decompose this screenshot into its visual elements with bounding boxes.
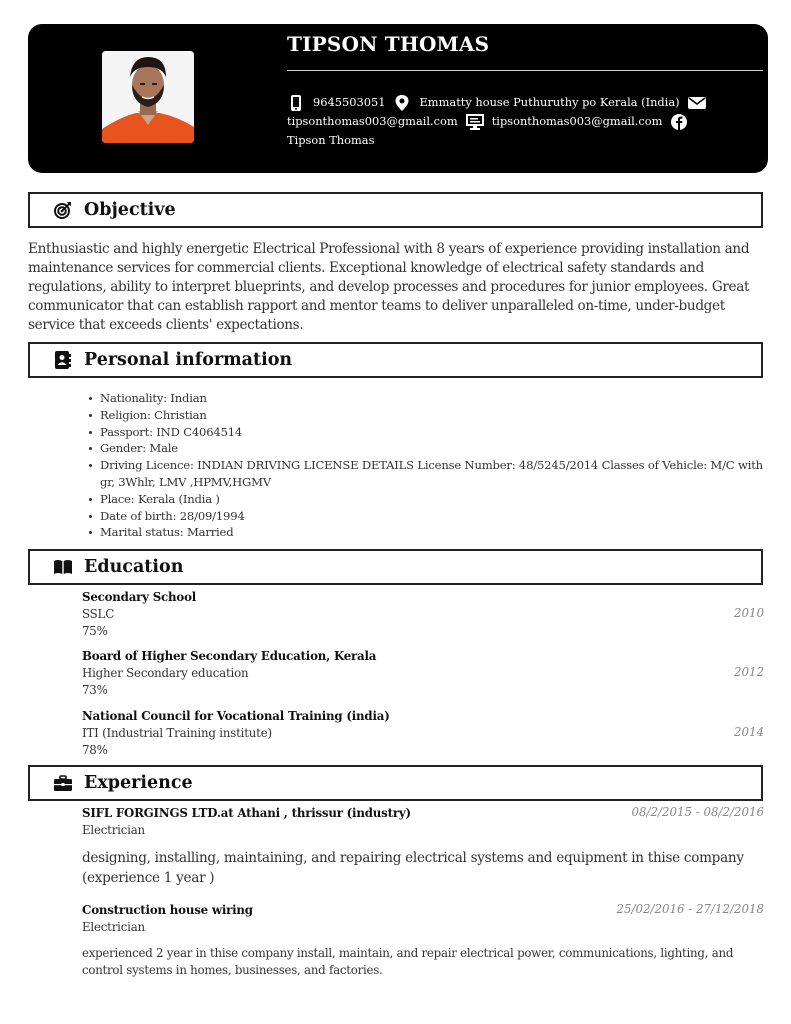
list-item-gender: Gender: Male <box>86 440 766 457</box>
degree-name: Higher Secondary education <box>82 666 249 680</box>
list-item-marital-status: Marital status: Married <box>86 524 766 541</box>
employment-dates: 25/02/2016 - 27/12/2018 <box>616 902 764 916</box>
score: 73% <box>82 683 108 697</box>
list-item-driving-licence: Driving Licence: INDIAN DRIVING LICENSE DETAILS License Number: 48/5245/2014 Classes of Vehicle: M/C with gr, 3Whlr, LMV ,HPMV,HGMV <box>86 457 766 491</box>
section-header-objective <box>28 192 763 228</box>
institution-name: National Council for Vocational Training (india) <box>82 709 390 723</box>
experience-entry <box>82 805 764 888</box>
education-entry <box>82 708 764 759</box>
score: 78% <box>82 743 108 757</box>
job-role: Electrician <box>82 920 145 934</box>
list-item-place: Place: Kerala (India ) <box>86 491 766 508</box>
degree-name: ITI (Industrial Training institute) <box>82 726 272 740</box>
profile-photo <box>102 51 194 143</box>
education-entry <box>82 589 764 640</box>
bullseye-target-icon <box>54 201 72 219</box>
desktop-icon <box>466 114 484 130</box>
contact-info <box>287 93 767 150</box>
briefcase-icon <box>54 774 72 792</box>
address-text: Emmatty house Puthuruthy po Kerala (India) <box>419 95 680 109</box>
section-title: Education <box>84 557 184 577</box>
book-icon <box>54 558 72 576</box>
profile-photo-image <box>102 51 194 143</box>
address-book-icon <box>54 351 72 369</box>
personal-info-list <box>86 390 766 541</box>
section-header-experience <box>28 765 763 801</box>
candidate-name: TIPSON THOMAS <box>287 32 490 56</box>
section-title: Objective <box>84 200 176 220</box>
section-header-education <box>28 549 763 585</box>
mobile-phone-icon <box>287 95 305 111</box>
job-description: experienced 2 year in thise company install, maintain, and repair electrical power, communications, lighting, and control systems in homes, businesses, and factories. <box>82 946 734 977</box>
list-item-religion: Religion: Christian <box>86 407 766 424</box>
job-role: Electrician <box>82 823 145 837</box>
list-item-date-of-birth: Date of birth: 28/09/1994 <box>86 508 766 525</box>
phone-number[interactable]: 9645503051 <box>313 95 386 109</box>
education-year: 2010 <box>733 606 764 620</box>
education-entry <box>82 648 764 699</box>
objective-text: Enthusiastic and highly energetic Electrical Professional with 8 years of experience providing installation and maintenance services for commercial clients. Exceptional knowledge of electrical safety standards and regulations, ability to interpret blueprints, and develop processes and procedures for junior employees. Great communicator that can establish rapport and mentor teams to deliver unparalleled on-time, under-budget service that exceeds clients' expectations. <box>28 241 750 333</box>
list-item-nationality: Nationality: Indian <box>86 390 766 407</box>
employment-dates: 08/2/2015 - 08/2/2016 <box>631 805 764 819</box>
institution-name: Secondary School <box>82 590 197 604</box>
email-link[interactable]: tipsonthomas003@gmail.com <box>287 114 458 128</box>
facebook-link[interactable]: Tipson Thomas <box>287 133 375 147</box>
facebook-icon <box>670 114 688 130</box>
resume-header <box>28 24 768 173</box>
job-description: designing, installing, maintaining, and repairing electrical systems and equipment in thise company (experience 1 year ) <box>82 850 744 886</box>
section-title: Experience <box>84 773 193 793</box>
company-name: SIFL FORGINGS LTD.at Athani , thrissur (industry) <box>82 806 411 820</box>
section-header-personal-information <box>28 342 763 378</box>
envelope-icon <box>688 95 706 111</box>
education-year: 2014 <box>733 725 764 739</box>
list-item-passport: Passport: IND C4064514 <box>86 424 766 441</box>
section-title: Personal information <box>84 350 293 370</box>
experience-entry <box>82 902 764 979</box>
degree-name: SSLC <box>82 607 115 621</box>
map-pin-icon <box>393 95 411 111</box>
institution-name: Board of Higher Secondary Education, Kerala <box>82 649 377 663</box>
website-link[interactable]: tipsonthomas003@gmail.com <box>491 114 663 128</box>
score: 75% <box>82 624 108 638</box>
company-name: Construction house wiring <box>82 903 253 917</box>
header-divider <box>287 70 763 71</box>
education-year: 2012 <box>733 665 764 679</box>
